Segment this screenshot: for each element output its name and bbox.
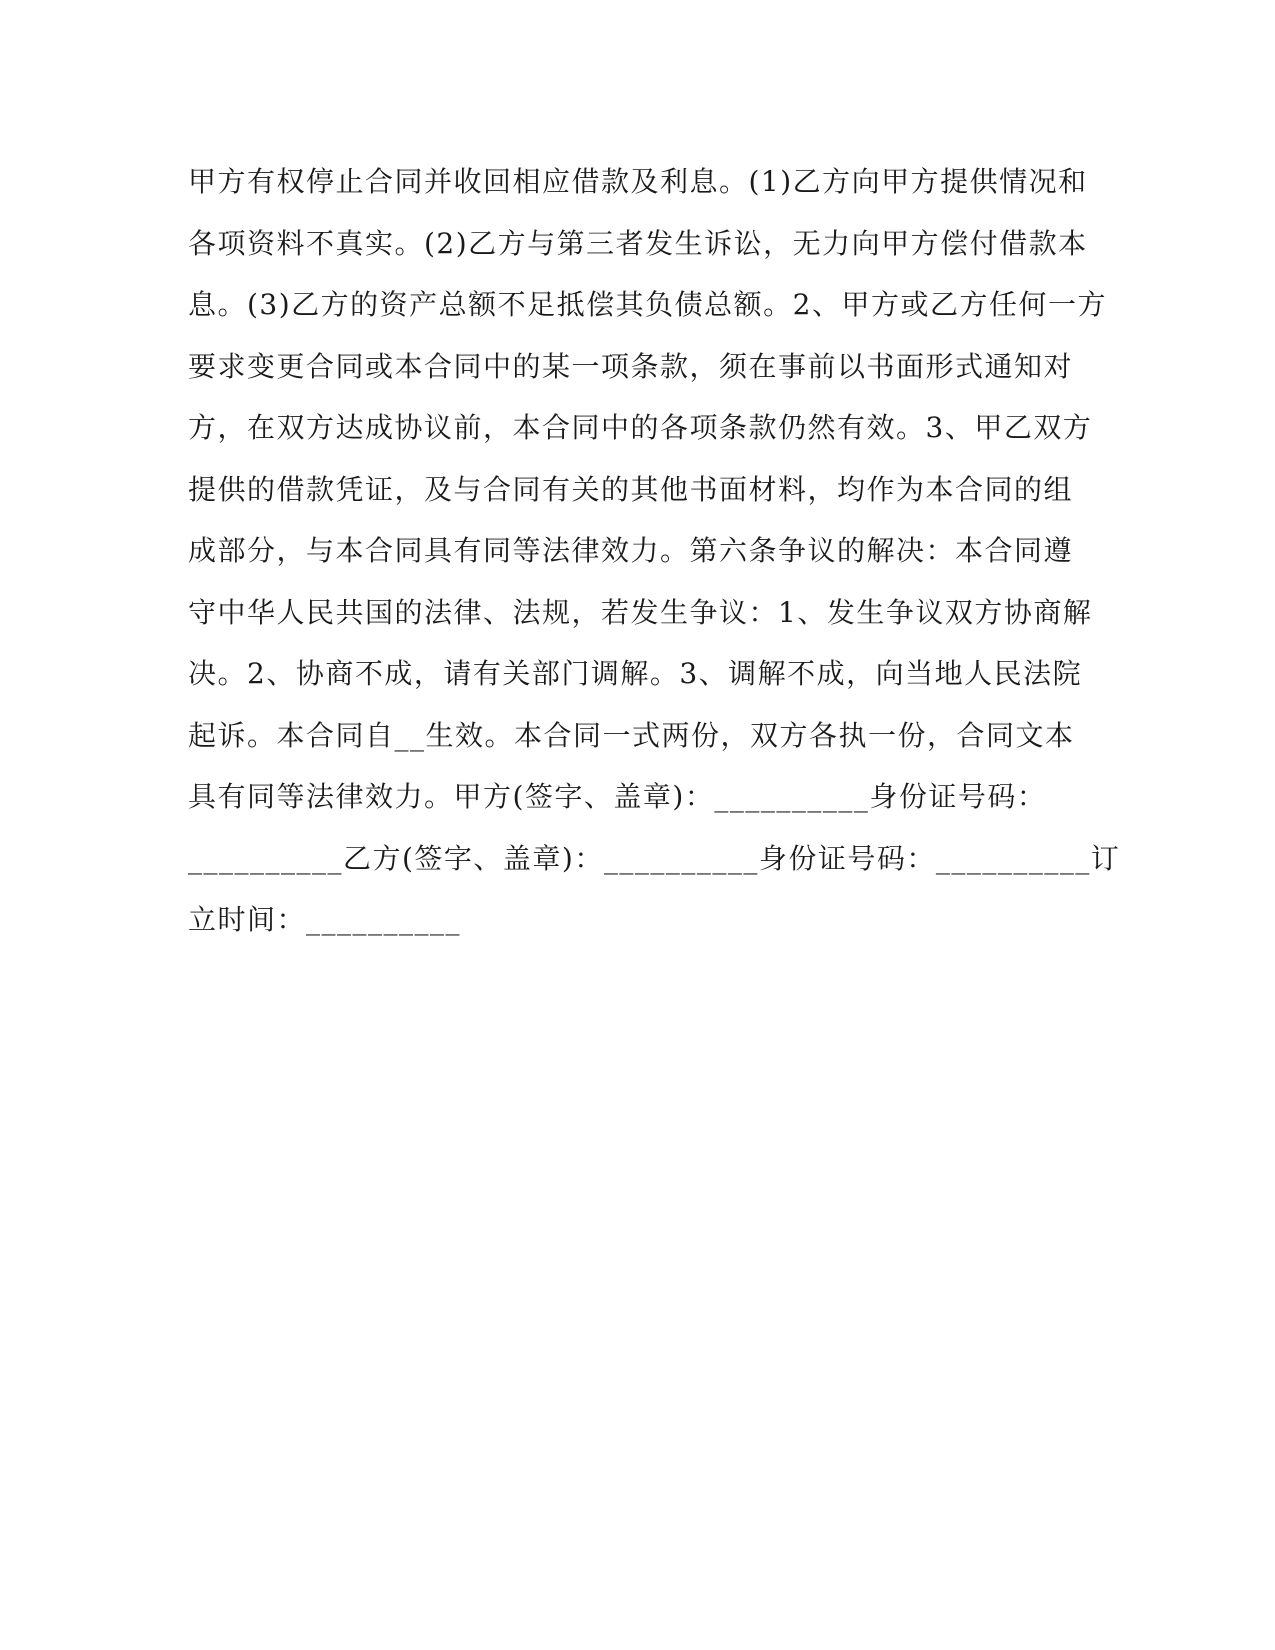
text-line-5: 方，在双方达成协议前，本合同中的各项条款仍然有效。3、甲乙双方 xyxy=(188,411,1093,444)
text-line-10: 起诉。本合同自__生效。本合同一式两份，双方各执一份，合同文本 xyxy=(188,718,1075,752)
text-line-9: 决。2、协商不成，请有关部门调解。3、调解不成，向当地人民法院 xyxy=(188,657,1083,690)
text-line-12: __________乙方(签字、盖章)：__________身份证号码：__________订 xyxy=(188,841,1121,875)
text-line-11: 具有同等法律效力。甲方(签字、盖章)：__________身份证号码： xyxy=(188,780,1047,813)
text-line-3: 息。(3)乙方的资产总额不足抵偿其负债总额。2、甲方或乙方任何一方 xyxy=(188,288,1107,321)
text-line-13: 立时间：__________ xyxy=(188,903,462,936)
text-line-7: 成部分，与本合同具有同等法律效力。第六条争议的解决：本合同遵 xyxy=(188,534,1074,567)
text-line-8: 守中华人民共国的法律、法规，若发生争议：1、发生争议双方协商解 xyxy=(188,595,1093,629)
text-line-6: 提供的借款凭证，及与合同有关的其他书面材料，均作为本合同的组 xyxy=(188,472,1074,506)
text-line-2: 各项资料不真实。(2)乙方与第三者发生诉讼，无力向甲方偿付借款本 xyxy=(188,226,1088,260)
text-line-1: 甲方有权停止合同并收回相应借款及利息。(1)乙方向甲方提供情况和 xyxy=(188,165,1088,198)
text-line-4: 要求变更合同或本合同中的某一项条款，须在事前以书面形式通知对 xyxy=(188,349,1074,383)
contract-body-text xyxy=(188,162,1121,962)
